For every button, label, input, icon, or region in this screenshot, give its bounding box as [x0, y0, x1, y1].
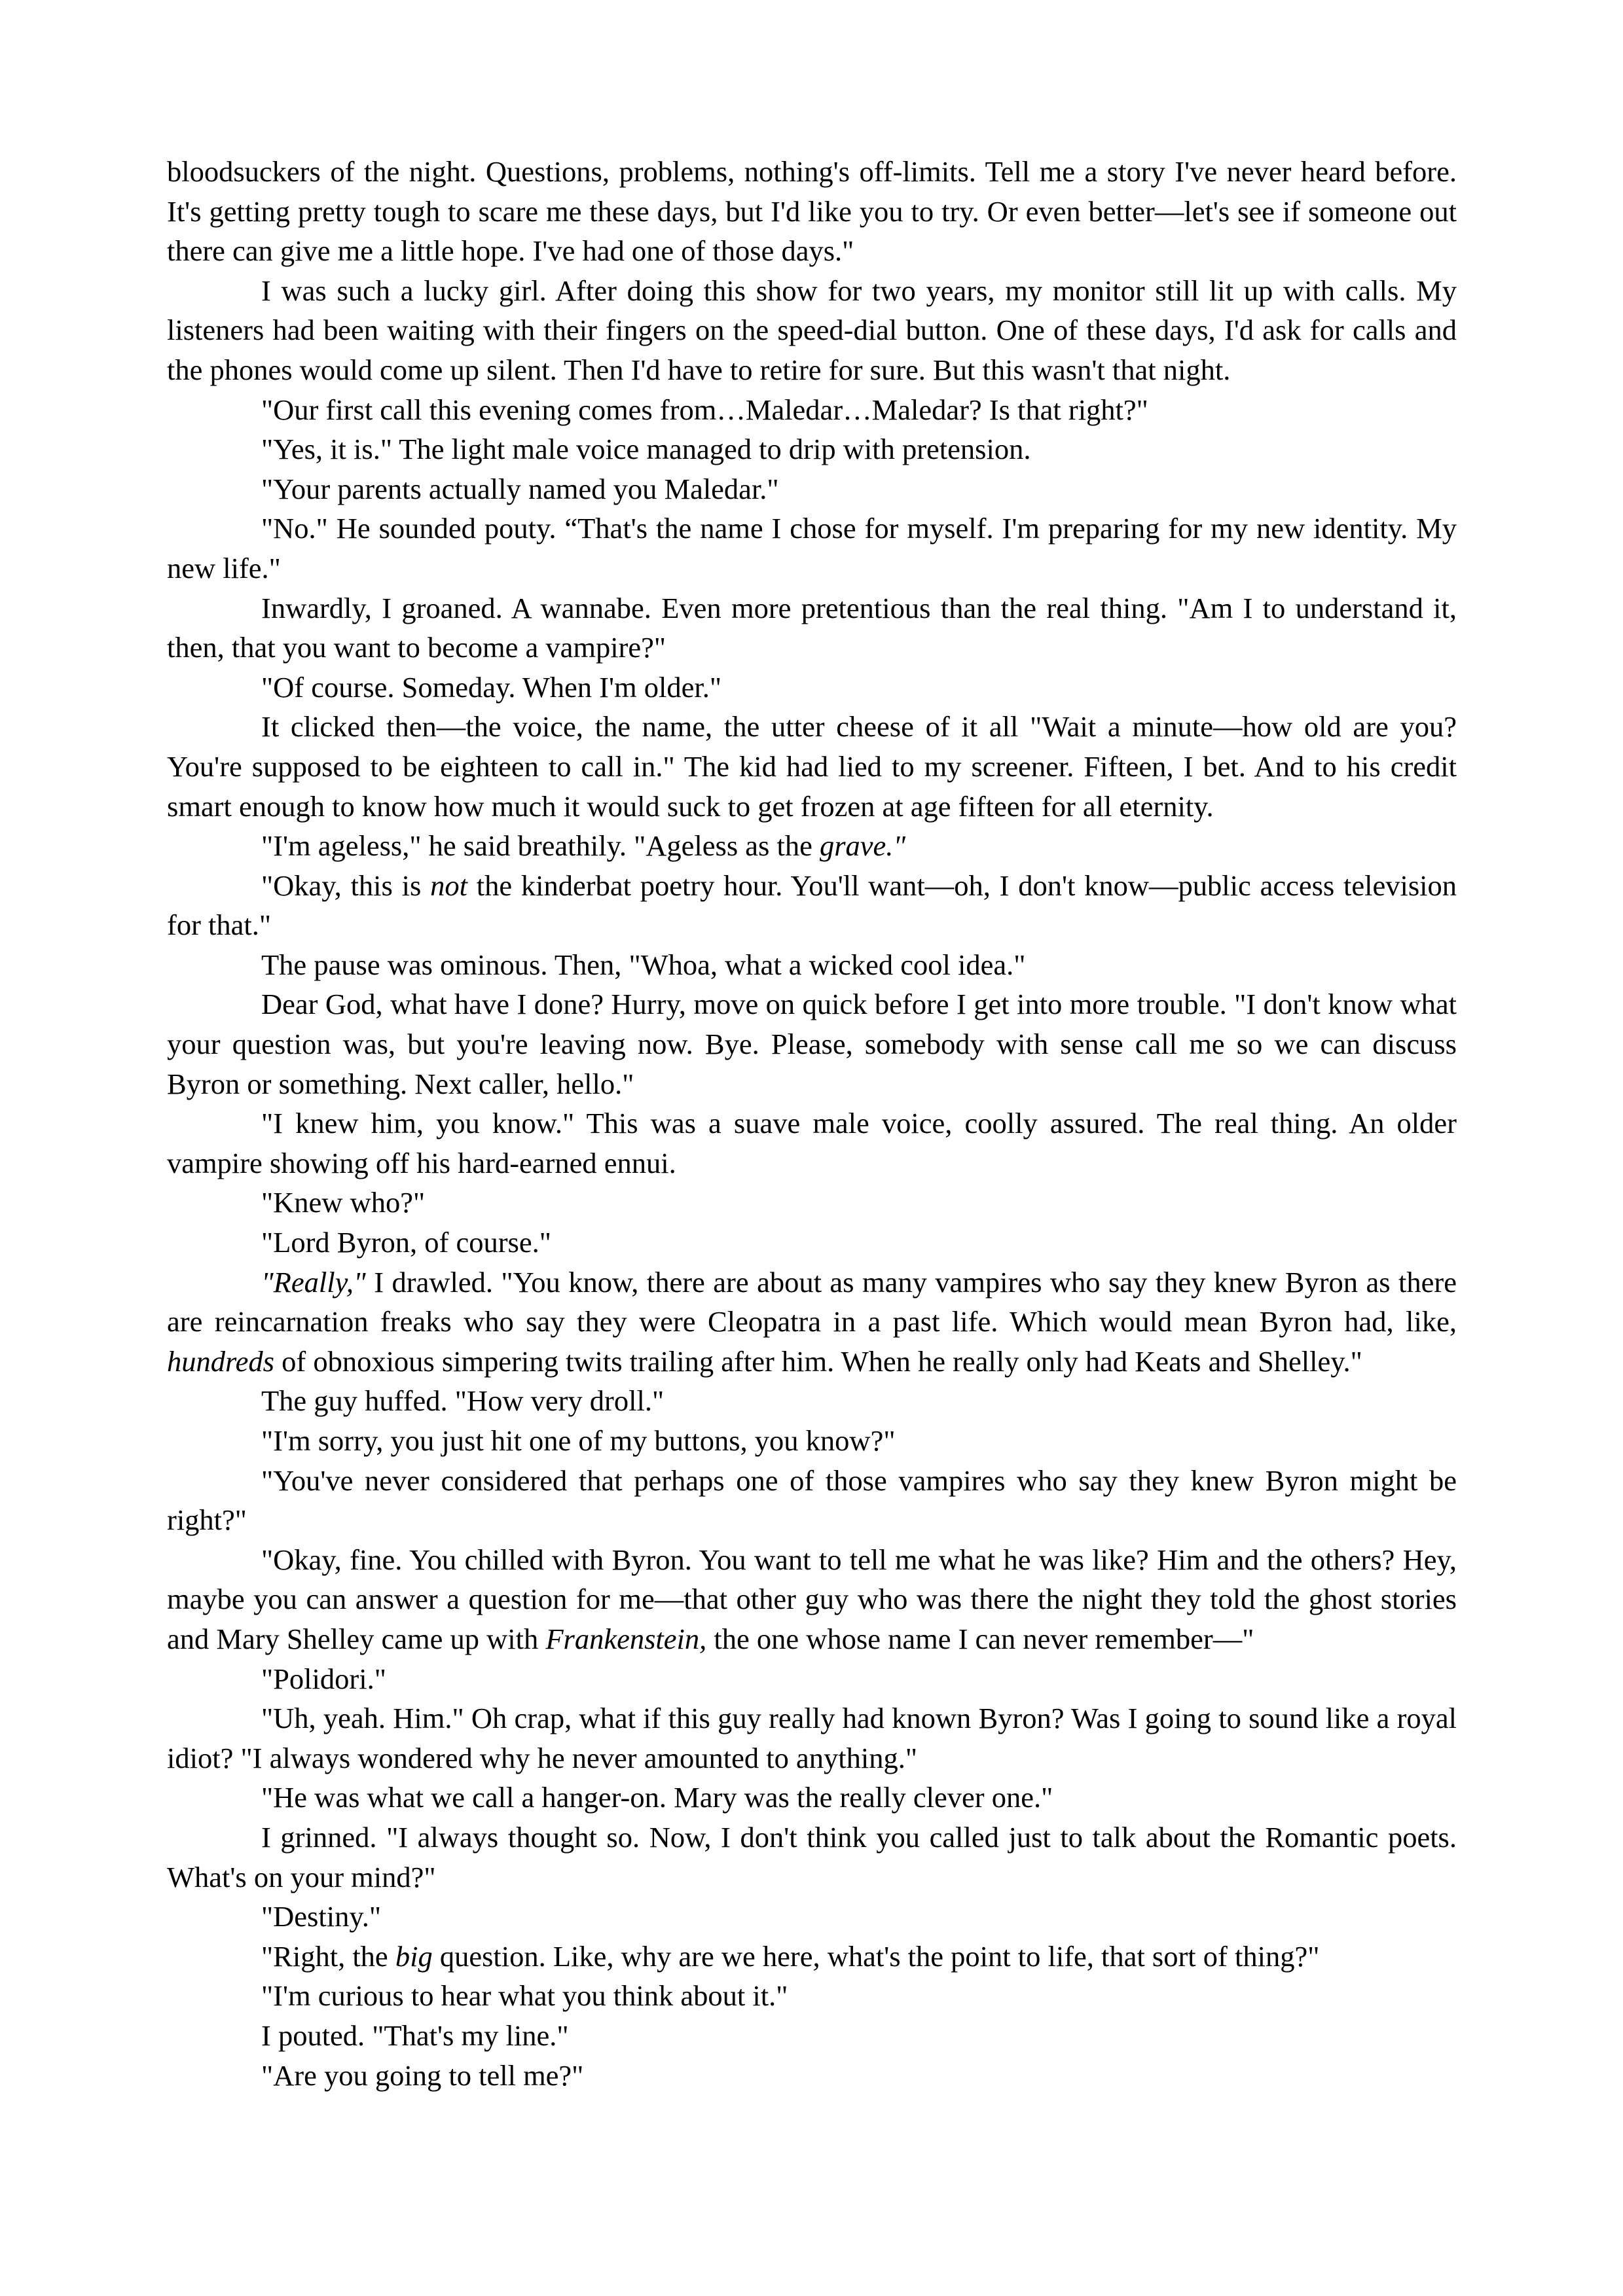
italic-text: not [430, 869, 467, 902]
text-run: "Your parents actually named you Maledar." [261, 472, 779, 505]
text-run: "I'm sorry, you just hit one of my buttons, you know?" [261, 1424, 896, 1457]
paragraph [167, 984, 1457, 1103]
text-run: question. Like, why are we here, what's the point to life, that sort of thing?" [432, 1939, 1320, 1973]
paragraph [167, 588, 1457, 668]
text-run: The guy huffed. "How very droll." [261, 1384, 665, 1418]
paragraph [167, 1540, 1457, 1659]
text-run: "Our first call this evening comes from…Maledar…Maledar? Is that right?" [261, 393, 1148, 426]
italic-text: big [395, 1939, 433, 1973]
paragraph [167, 1698, 1457, 1778]
text-run: I was such a lucky girl. After doing this show for two years, my monitor still lit up with calls. My listeners had been waiting with their fingers on the speed-dial button. One of these days, I'd ask for calls and the phones would come up silent. Then I'd have to retire for sure. But this wasn't that night. [167, 274, 1457, 386]
text-run: I grinned. "I always thought so. Now, I don't think you called just to talk about the Romantic poets. What's on your mind?" [167, 1820, 1457, 1893]
italic-text: hundreds [167, 1344, 274, 1378]
text-run: "Okay, fine. You chilled with Byron. You want to tell me what he was like? Him and the others? Hey, maybe you can answer a question for me—that other guy who was there the night they told the ghost stories and Mary Shelley came up with [167, 1543, 1457, 1655]
text-run: bloodsuckers of the night. Questions, problems, nothing's off-limits. Tell me a story I've never heard before. It's getting pretty tough to scare me these days, but I'd like you to try. Or even better—let's see if someone out there can give me a little hope. I've had one of those days." [167, 155, 1457, 268]
text-run: "Destiny." [261, 1900, 381, 1933]
paragraph [167, 945, 1457, 985]
italic-text: grave." [819, 829, 906, 863]
text-run: It clicked then—the voice, the name, the utter cheese of it all "Wait a minute—how old are you? You're supposed to be eighteen to call in." The kid had lied to my screener. Fifteen, I bet. And to his credit smart enough to know how much it would suck to get frozen at age fifteen for all eternity. [167, 710, 1457, 823]
text-run: "Yes, it is." The light male voice managed to drip with pretension. [261, 433, 1031, 466]
text-run: "Uh, yeah. Him." Oh crap, what if this guy really had known Byron? Was I going to sound like a royal idiot? "I always wondered why he never amounted to anything." [167, 1702, 1457, 1774]
paragraph [167, 1223, 1457, 1263]
paragraph [167, 1461, 1457, 1540]
paragraph [167, 866, 1457, 945]
paragraph [167, 271, 1457, 390]
paragraph [167, 1937, 1457, 1977]
paragraph [167, 469, 1457, 509]
paragraph [167, 1263, 1457, 1382]
text-run: "Of course. Someday. When I'm older." [261, 670, 722, 704]
paragraph [167, 1183, 1457, 1223]
paragraph [167, 1976, 1457, 2016]
text-run: "Okay, this is [261, 869, 431, 902]
text-run: "I knew him, you know." This was a suave male voice, coolly assured. The real thing. An older vampire showing off his hard-earned ennui. [167, 1107, 1457, 1179]
paragraph [167, 1897, 1457, 1937]
text-run: "No." He sounded pouty. “That's the name I chose for myself. I'm preparing for my new identity. My new life." [167, 512, 1457, 584]
paragraph [167, 1381, 1457, 1421]
paragraph [167, 1778, 1457, 1818]
paragraph [167, 1818, 1457, 1897]
paragraph [167, 390, 1457, 430]
text-run: Dear God, what have I done? Hurry, move on quick before I get into more trouble. "I don't know what your question was, but you're leaving now. Bye. Please, somebody with sense call me so we can discuss Byron or something. Next caller, hello." [167, 988, 1457, 1100]
text-run: "Lord Byron, of course." [261, 1226, 551, 1259]
text-run: "Knew who?" [261, 1186, 426, 1219]
paragraph [167, 1103, 1457, 1183]
paragraph [167, 2016, 1457, 2056]
text-run: "Are you going to tell me?" [261, 2058, 584, 2092]
text-run: The pause was ominous. Then, "Whoa, what a wicked cool idea." [261, 948, 1026, 981]
italic-text: "Really," [261, 1265, 366, 1299]
paragraph [167, 826, 1457, 866]
text-run: I drawled. "You know, there are about as many vampires who say they knew Byron as there are reincarnation freaks who say they were Cleopatra in a past life. Which would mean Byron had, like, [167, 1265, 1457, 1338]
text-run: "I'm curious to hear what you think about it." [261, 1979, 788, 2013]
paragraph [167, 509, 1457, 588]
text-run: Inwardly, I groaned. A wannabe. Even more pretentious than the real thing. "Am I to understand it, then, that you want to become a vampire?" [167, 591, 1457, 664]
text-run: I pouted. "That's my line." [261, 2018, 569, 2052]
italic-text: Frankenstein, [545, 1622, 707, 1655]
text-run: "You've never considered that perhaps one of those vampires who say they knew Byron might be right?" [167, 1463, 1457, 1537]
paragraph [167, 1659, 1457, 1699]
text-run: "I'm ageless," he said breathily. "Ageless as the [261, 829, 820, 863]
text-run: "Right, the [261, 1939, 395, 1973]
text-run: of obnoxious simpering twits trailing after him. When he really only had Keats and Shelley." [274, 1344, 1362, 1378]
paragraph [167, 1421, 1457, 1461]
paragraph [167, 2056, 1457, 2096]
text-run: the kinderbat poetry hour. You'll want—oh, I don't know—public access television for that." [167, 869, 1457, 942]
paragraph [167, 152, 1457, 271]
text-run: the one whose name I can never remember—" [706, 1622, 1254, 1655]
text-run: "He was what we call a hanger-on. Mary was the really clever one." [261, 1781, 1053, 1814]
text-run: "Polidori." [261, 1662, 386, 1695]
paragraph [167, 707, 1457, 826]
body-text [167, 152, 1457, 2095]
paragraph [167, 668, 1457, 708]
paragraph [167, 429, 1457, 469]
